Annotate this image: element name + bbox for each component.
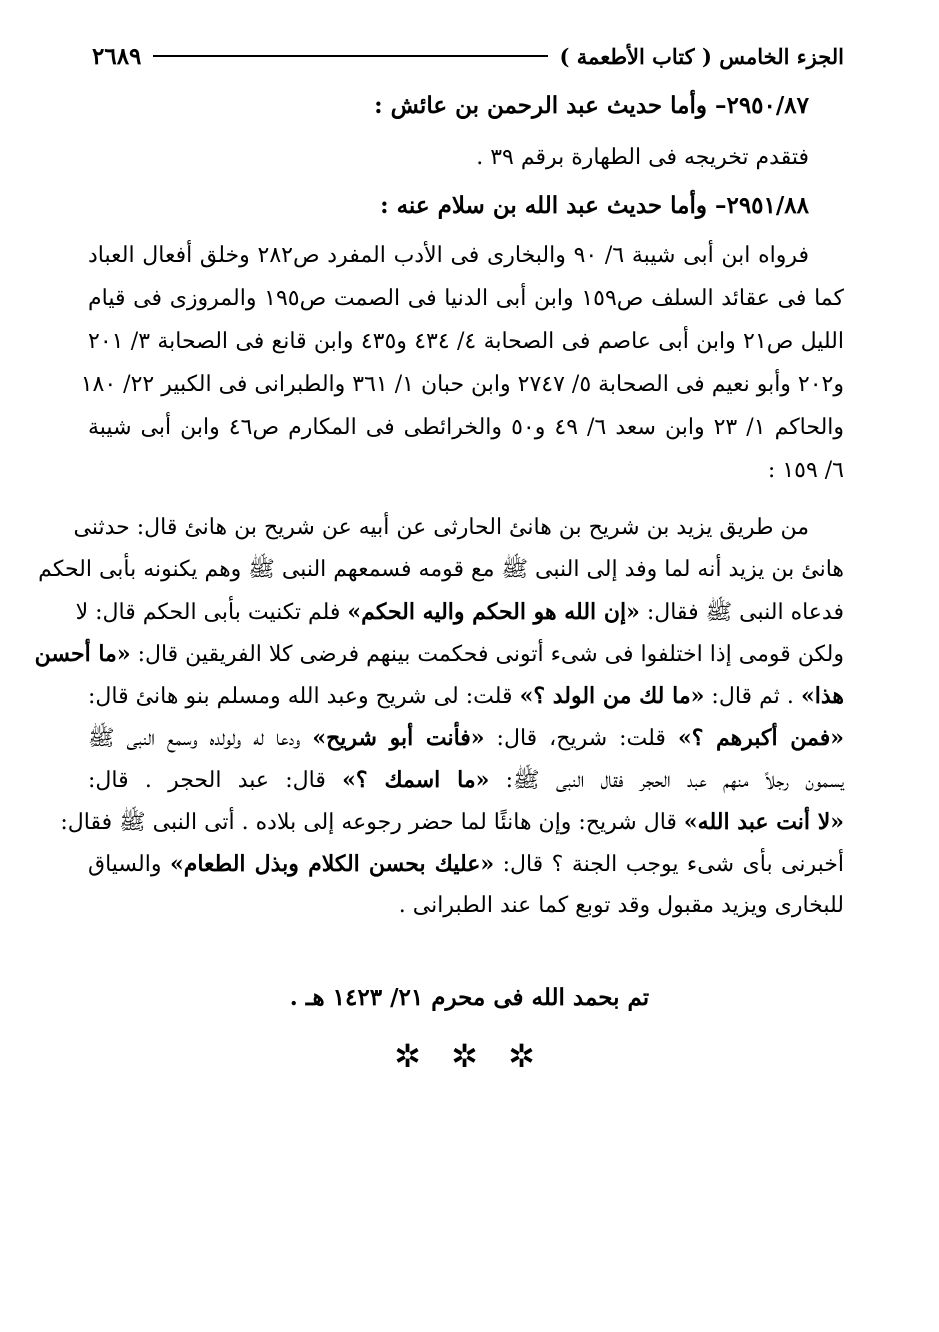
narrative-line-4 <box>34 634 844 674</box>
narrative-text: أخبرنى بأى شىء يوجب الجنة ؟ قال: <box>494 852 844 877</box>
narrative-text: قلت: لى شريح وعبد الله ومسلم بنو هانئ قال: <box>88 684 520 709</box>
narrative-text: ودعا له ولولده وسمع النبى ﷺ <box>88 726 313 751</box>
narrative-line-8 <box>60 802 844 842</box>
hadith-heading-2950: ٢٩٥٠/٨٧– وأما حديث عبد الرحمن بن عائش : <box>374 92 809 119</box>
header-rule <box>153 55 547 57</box>
prophet-quote: «إن الله هو الحكم واليه الحكم» <box>347 599 640 625</box>
prophet-quote: «عليك بحسن الكلام وبذل الطعام» <box>169 851 495 877</box>
narrative-line-1 <box>73 508 809 548</box>
narrative-text: قلت: شريح، قال: <box>484 726 678 751</box>
narrative-text: فلم تكنيت بأبى الحكم قال: لا <box>75 600 348 625</box>
page-number: ٢٦٨٩ <box>92 42 142 70</box>
colophon: تم بحمد الله فى محرم ٢١/ ١٤٢٣ هـ . <box>289 984 650 1011</box>
narrative-line-5 <box>88 676 844 716</box>
flower-ornament-icon: ✲ ✲ ✲ <box>394 1037 545 1075</box>
narrative-text: ولكن قومى إذا اختلفوا فى شىء أتونى فحكمت بينهم فرضى كلا الفريقين قال: <box>130 642 844 667</box>
narrative-text: والسياق <box>88 852 170 877</box>
narrative-text: فدعاه النبى ﷺ فقال: <box>639 600 844 625</box>
prophet-quote: هذا» <box>800 683 844 709</box>
takhrij-line-6: ٦/ ١٥٩ : <box>767 458 844 483</box>
narrative-text: قال: عبد الحجر . قال: <box>88 768 343 793</box>
prophet-quote: «ما لك من الولد ؟» <box>519 683 705 709</box>
prophet-quote: «فمن أكبرهم ؟» <box>677 725 845 751</box>
running-head <box>92 38 844 74</box>
takhrij-line-4: و٢٠٢ وأبو نعيم فى الصحابة ٥/ ٢٧٤٧ وابن حبان ١/ ٣٦١ والطبرانى فى الكبير ٢٢/ ١٨٠ <box>80 372 844 397</box>
prophet-quote: «فأنت أبو شريح» <box>312 725 485 751</box>
narrative-line-6 <box>88 718 844 758</box>
narrative-text: هانئ بن يزيد أنه لما وفد إلى النبى ﷺ مع قومه فسمعهم النبى ﷺ وهم يكنونه بأبى الحكم <box>38 557 844 582</box>
chapter-title: الجزء الخامس ( كتاب الأطعمة ) <box>559 43 844 69</box>
narrative-text: قال شريح: وإن هانئًا لما حضر رجوعه إلى بلاده . أتى النبى ﷺ فقال: <box>60 810 684 835</box>
takhrij-line-1: فرواه ابن أبى شيبة ٦/ ٩٠ والبخارى فى الأدب المفرد ص٢٨٢ وخلق أفعال العباد <box>88 243 810 268</box>
narrative-line-9 <box>88 844 844 884</box>
narrative-text: يسمون رجلاً منهم عبد الحجر فقال النبى ﷺ: <box>489 768 844 793</box>
narrative-line-7 <box>88 760 844 800</box>
narrative-text: من طريق يزيد بن شريح بن هانئ الحارثى عن أبيه عن شريح بن هانئ قال: حدثنى <box>73 515 809 540</box>
narrative-text: . ثم قال: <box>704 684 801 709</box>
prophet-quote: «ما اسمك ؟» <box>342 767 490 793</box>
narrative-text: للبخارى ويزيد مقبول وقد توبع كما عند الطبرانى . <box>398 893 844 918</box>
prophet-quote: «ما أحسن <box>34 641 131 667</box>
takhrij-line-5: والحاكم ١/ ٢٣ وابن سعد ٦/ ٤٩ و٥٠ والخرائطى فى المكارم ص٤٦ وابن أبى شيبة <box>88 415 845 440</box>
narrative-line-10 <box>300 886 844 926</box>
prophet-quote: «لا أنت عبد الله» <box>683 809 844 835</box>
narrative-line-2 <box>38 550 844 590</box>
cross-reference-note: فتقدم تخريجه فى الطهارة برقم ٣٩ . <box>476 145 809 170</box>
narrative-line-3 <box>75 592 844 632</box>
hadith-heading-2951: ٢٩٥١/٨٨– وأما حديث عبد الله بن سلام عنه : <box>380 192 809 219</box>
takhrij-line-3: الليل ص٢١ وابن أبى عاصم فى الصحابة ٤/ ٤٣٤ و٤٣٥ وابن قانع فى الصحابة ٣/ ٢٠١ <box>88 329 844 354</box>
takhrij-line-2: كما فى عقائد السلف ص١٥٩ وابن أبى الدنيا فى الصمت ص١٩٥ والمروزى فى قيام <box>88 286 844 311</box>
